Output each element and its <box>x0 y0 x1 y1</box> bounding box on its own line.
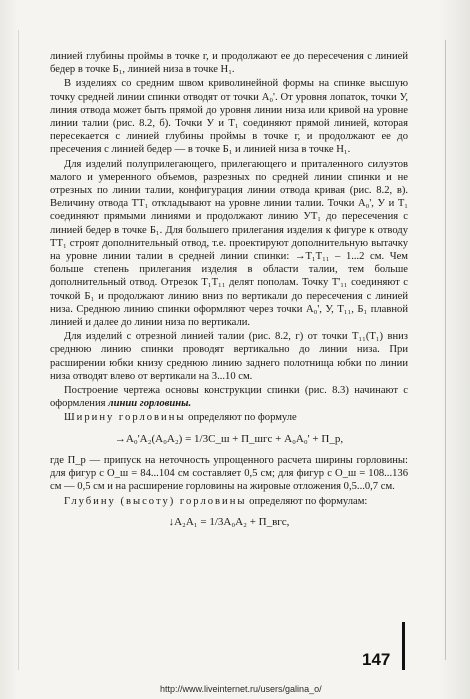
paragraph-2: В изделиях со средним швом криволинейной формы на спинке высшую точку средней линии спинки отводят от точки А₀'. От уровня лопаток, точки У, линия отвода может быть прямой до уровня линии низа или кривой на уровне линии талии (рис. 8.2, б). Точки У и Т₁ соединяют прямой линией, которая пересекается с линией глубины проймы в точке г, и продолжают ее до пресечения с линией бедер — в точке Б₁ и линией низа в точке Н₁. <box>50 78 408 156</box>
paragraph-width <box>50 411 408 424</box>
paragraph-4: Для изделий с отрезной линией талии (рис. 8.2, г) от точки Т₁₁(Т₁) вниз среднюю линию спинки проводят вертикально до линии низа. При расширении юбки книзу среднюю линию заднего полотнища юбки по линии низа отводят влево от вертикали на 3...10 см. <box>50 331 408 382</box>
width-heading: Ширину горловины <box>64 412 186 424</box>
width-rest: определяют по формуле <box>185 412 297 424</box>
height-rest: определяют по формулам: <box>246 495 368 507</box>
body-text <box>50 50 408 537</box>
height-heading: Глубину (высоту) горловины <box>64 495 247 507</box>
paragraph-3: Для изделий полуприлегающего, прилегающего и приталенного силуэтов малого и умеренного объемов, разрезных по средней линии спинки и не отрезных по линии талии, конфигурация линии отвода кривая (рис. 8.2, в). Величину отвода ТТ₁ откладывают на уровне линии талии. Точки А₀', У и Т₁ соединяют прямыми линиями и продолжают линию УТ₁ до пересечения с линией бедер в точке Б₁. Для большего прилегания изделия к фигуре к отводу ТТ₁ строят дополнительный отвод, т.е. проектируют дополнительную вытачку на уровне линии талии в средней линии спинки: →Т₁Т₁₁ – 1...2 см. Чем больше степень прилегания изделия в области талии, тем больше дополнительный отвод. Отрезок Т₁Т₁₁ делят пополам. Точку Т'₁₁ соединяют с точкой Б₁ и продолжают линию вниз по вертикали до пересечения с линией низа. Среднюю линию спинки оформляют через точки А₀', У, Т₁₁, Б₁ плавной линией и далее до линии низа по вертикали. <box>50 158 408 329</box>
paragraph-height <box>50 495 408 508</box>
page-number: 147 <box>362 650 391 669</box>
page-number-rule <box>402 622 405 670</box>
page-edge-right <box>445 40 446 660</box>
paragraph-1: линией глубины проймы в точке г, и продолжают ее до пересечения с линией бедер в точке Б₁, линией низа в точке Н₁. <box>50 51 408 76</box>
page-edge-left <box>18 30 19 670</box>
construction-intro: Построение чертежа основы конструкции спинки (рис. 8.3) начинают с оформления <box>50 385 408 410</box>
formula-width: →А₀'А₂(А₀А₂) = 1/3С_ш + П_шгс + А₀А₀' + П_р, <box>114 432 344 445</box>
neckline-emphasis: линии горловины. <box>108 398 192 410</box>
watermark-url: http://www.liveinternet.ru/users/galina_o/ <box>160 684 322 694</box>
paragraph-allowance: где П_р — припуск на неточность упрощенного расчета ширины горловины: для фигур с О_ш = 84...104 см составляет 0,5 см; для фигур с О_ш = 108...136 см — 0,5 см и на расширение горловины на жировые отложения 0,5...0,7 см. <box>50 454 408 493</box>
paragraph-construction <box>50 384 408 410</box>
formula-height: ↓А₂А₁ = 1/3А₀А₂ + П_вгс, <box>168 515 290 528</box>
